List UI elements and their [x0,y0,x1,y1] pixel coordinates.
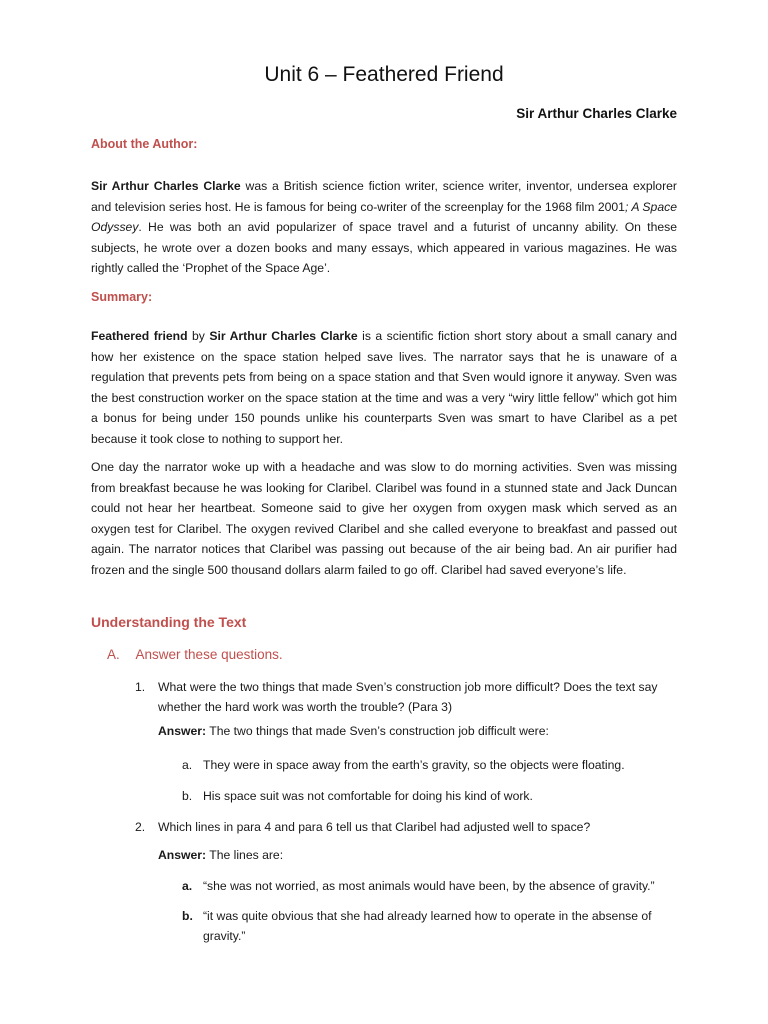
question-1-text: What were the two things that made Sven’s construction job more difficult? Does the text say whether the hard work was worth the trouble? (Para 3) [158,680,658,714]
page-title: Unit 6 – Feathered Friend [264,63,504,86]
understanding-heading: Understanding the Text [91,614,247,630]
summary-bold-2: Sir Arthur Charles Clarke [209,329,358,343]
question-1-answer [158,724,549,738]
summary-text-2: is a scientific fiction short story about a small canary and how her existence on the space station helped save lives. The narrator says that he is unaware of a regulation that prevents pets from being on a space station and that Sven would ignore it anyway. Sven was the best construction worker on the space station at the time and was a very “wiry little fellow” which got him a bonus for being under 150 pounds unlike his counterparts Sven was smart to have Claribel as a pet because it took close to nothing to support her. [91,329,677,446]
about-heading: About the Author: [91,137,198,151]
section-a-heading [107,647,283,662]
question-2-answer-label: Answer: [158,848,207,862]
question-1-answer-text: The two things that made Sven’s construction job difficult were: [206,724,549,738]
summary-paragraph-2: One day the narrator woke up with a headache and was slow to do morning activities. Sven was missing from breakfast because he was looking for Claribel. Claribel was found in a stunned state and Jack Duncan could not hear her heartbeat. Someone said to give her oxygen from oxygen mask which served as an oxygen test for Claribel. The oxygen revived Claribel and she called everyone to breakfast and passed out again. The narrator notices that Claribel was passing out because of the air being bad. An air purifier had frozen and the single 500 thousand dollars alarm failed to go off. Claribel had saved everyone’s life. [91,460,677,577]
option-text: His space suit was not comfortable for doing his kind of work. [203,789,533,803]
about-text-2: . He was both an avid popularizer of space travel and a futurist of uncanny ability. On these subjects, he wrote over a dozen books and many essays, which appeared in various magazines. He was rightly called the ‘Prophet of the Space Age’. [91,220,677,276]
section-a-label: Answer these questions. [135,647,283,662]
about-bold-lead: Sir Arthur Charles Clarke [91,179,241,193]
summary-heading: Summary: [91,290,153,304]
option-letter: b. [182,909,193,923]
option-text: They were in space away from the earth’s gravity, so the objects were floating. [203,758,625,772]
question-2-text: Which lines in para 4 and para 6 tell us that Claribel had adjusted well to space? [158,820,591,834]
question-2 [135,817,677,837]
question-1-option-a [182,755,677,775]
question-1-number: 1. [135,680,146,694]
question-2-answer-text: The lines are: [206,848,284,862]
question-2-option-b [182,906,677,946]
summary-paragraph-1 [91,326,677,450]
question-1-answer-label: Answer: [158,724,207,738]
question-2-option-a [182,876,677,896]
question-1-option-b [182,786,677,806]
summary-text-1: by [187,329,210,343]
summary-bold-1: Feathered friend [91,329,188,343]
question-1 [135,677,677,717]
option-text: “she was not worried, as most animals would have been, by the absence of gravity.” [203,879,655,893]
question-2-number: 2. [135,820,146,834]
option-text: “it was quite obvious that she had already learned how to operate in the absense of gravity.” [203,909,652,943]
option-letter: b. [182,789,193,803]
about-paragraph [91,176,677,279]
option-letter: a. [182,879,193,893]
section-a-letter: A. [107,647,120,662]
question-2-answer [158,848,283,862]
option-letter: a. [182,758,193,772]
about-text-1: was a British science fiction writer, science writer, inventor, undersea explorer and television series host. He is famous for being co-writer of the screenplay for the 1968 film 2001 [91,179,677,214]
author-name: Sir Arthur Charles Clarke [516,106,677,121]
about-italic-title: ; A Space Odyssey [91,199,677,235]
